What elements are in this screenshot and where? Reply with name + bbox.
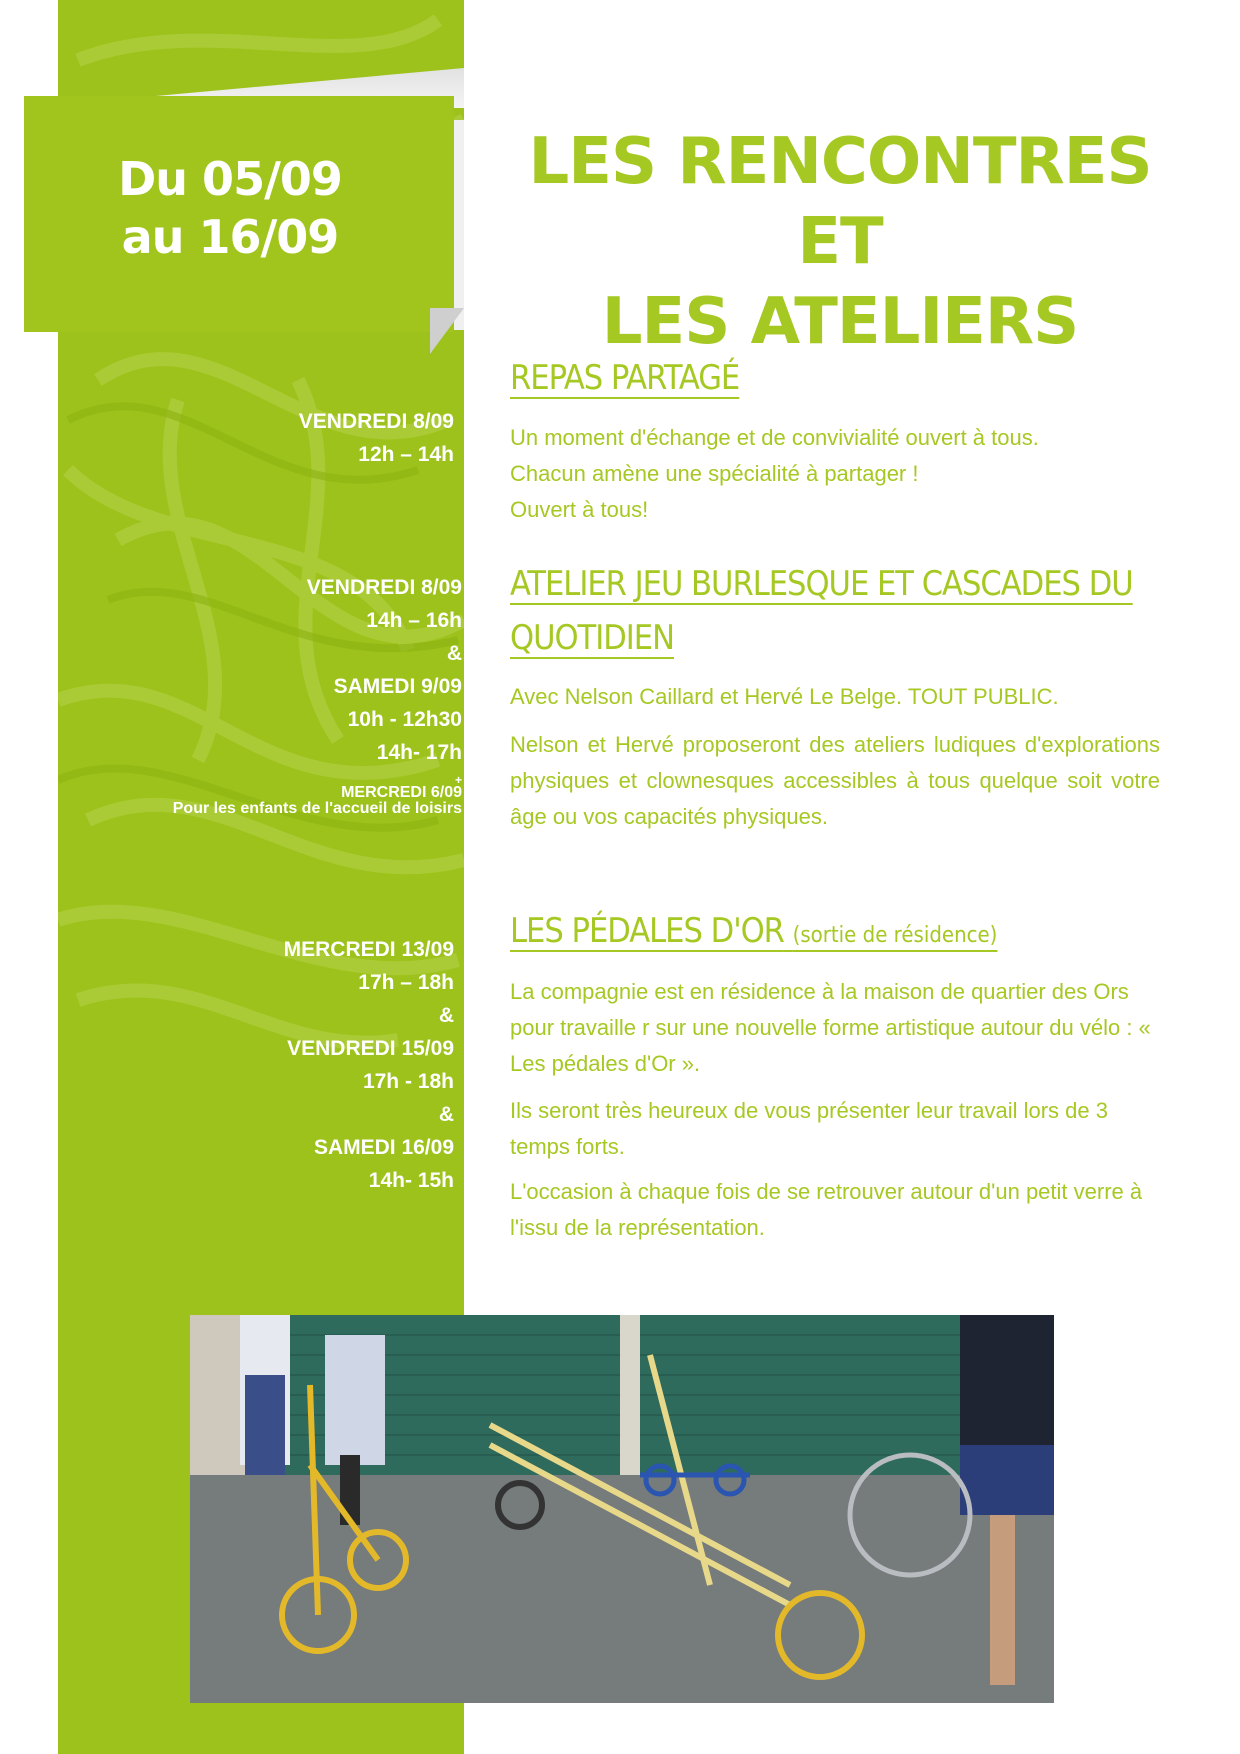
schedule-time: 10h - 12h30 bbox=[347, 708, 462, 731]
title-line-2: LES ATELIERS bbox=[601, 285, 1079, 359]
bicycles-photo bbox=[190, 1315, 1054, 1703]
schedule-date: VENDREDI 8/09 bbox=[306, 576, 462, 599]
schedule-date: SAMEDI 16/09 bbox=[313, 1136, 454, 1159]
schedule-time: 17h - 18h bbox=[362, 1070, 454, 1093]
section-text-atelier: Nelson et Hervé proposeront des ateliers ludiques d'explorations physiques et clownesques accessibles à tous quelque soit votre âge ou vos capacités physiques. bbox=[510, 732, 1160, 829]
schedule-date: VENDREDI 15/09 bbox=[287, 1037, 454, 1060]
title-subtitle: (sortie de résidence) bbox=[792, 923, 998, 948]
section-text-pedales-1: La compagnie est en résidence à la maison de quartier des Ors pour travaille r sur une nouvelle forme artistique autour du vélo : « Les pédales d'Or ». bbox=[510, 979, 1151, 1076]
schedule-time: 14h- 17h bbox=[376, 741, 462, 764]
section-text-pedales-2: Ils seront très heureux de vous présenter leur travail lors de 3 temps forts. bbox=[510, 1098, 1108, 1159]
schedule-pedales bbox=[70, 933, 454, 1197]
title-line-1: LES RENCONTRES ET bbox=[528, 125, 1152, 279]
schedule-time: 12h – 14h bbox=[358, 443, 454, 466]
schedule-and: & bbox=[446, 642, 462, 665]
title-text: LES PÉDALES D'OR bbox=[510, 911, 784, 951]
bicycles-photo-image bbox=[190, 1315, 1054, 1703]
text-line: Ouvert à tous! bbox=[510, 497, 649, 522]
title-line: QUOTIDIEN bbox=[510, 618, 675, 658]
date-line-1: Du 05/09 bbox=[118, 152, 342, 206]
schedule-date: MERCREDI 13/09 bbox=[283, 938, 454, 961]
section-text-repas bbox=[510, 420, 1160, 528]
schedule-and: & bbox=[438, 1103, 454, 1126]
text-line: Chacun amène une spécialité à partager ! bbox=[510, 461, 919, 486]
schedule-date: MERCREDI 6/09 bbox=[341, 784, 462, 801]
schedule-repas bbox=[70, 405, 454, 471]
schedule-and: & bbox=[438, 1004, 454, 1027]
section-line-atelier: Avec Nelson Caillard et Hervé Le Belge. TOUT PUBLIC. bbox=[510, 684, 1059, 709]
text-line: Un moment d'échange et de convivialité ouvert à tous. bbox=[510, 425, 1039, 450]
date-line-2: au 16/09 bbox=[121, 210, 339, 264]
schedule-time: 14h – 16h bbox=[366, 609, 462, 632]
date-range bbox=[110, 150, 350, 266]
schedule-date: SAMEDI 9/09 bbox=[333, 675, 462, 698]
section-title-atelier bbox=[510, 556, 1133, 666]
schedule-time: 14h- 15h bbox=[368, 1169, 454, 1192]
title-line: ATELIER JEU BURLESQUE ET CASCADES DU bbox=[510, 564, 1133, 604]
schedule-atelier bbox=[70, 571, 462, 817]
schedule-note: Pour les enfants de l'accueil de loisirs bbox=[172, 800, 462, 817]
section-text-pedales-3: L'occasion à chaque fois de se retrouver autour d'un petit verre à l'issu de la représentation. bbox=[510, 1179, 1143, 1240]
schedule-time: 17h – 18h bbox=[358, 971, 454, 994]
section-title-repas: REPAS PARTAGÉ bbox=[510, 358, 740, 398]
schedule-plus: + bbox=[454, 773, 462, 787]
page-title bbox=[480, 122, 1200, 362]
section-title-pedales bbox=[510, 903, 997, 964]
schedule-date: VENDREDI 8/09 bbox=[298, 410, 454, 433]
